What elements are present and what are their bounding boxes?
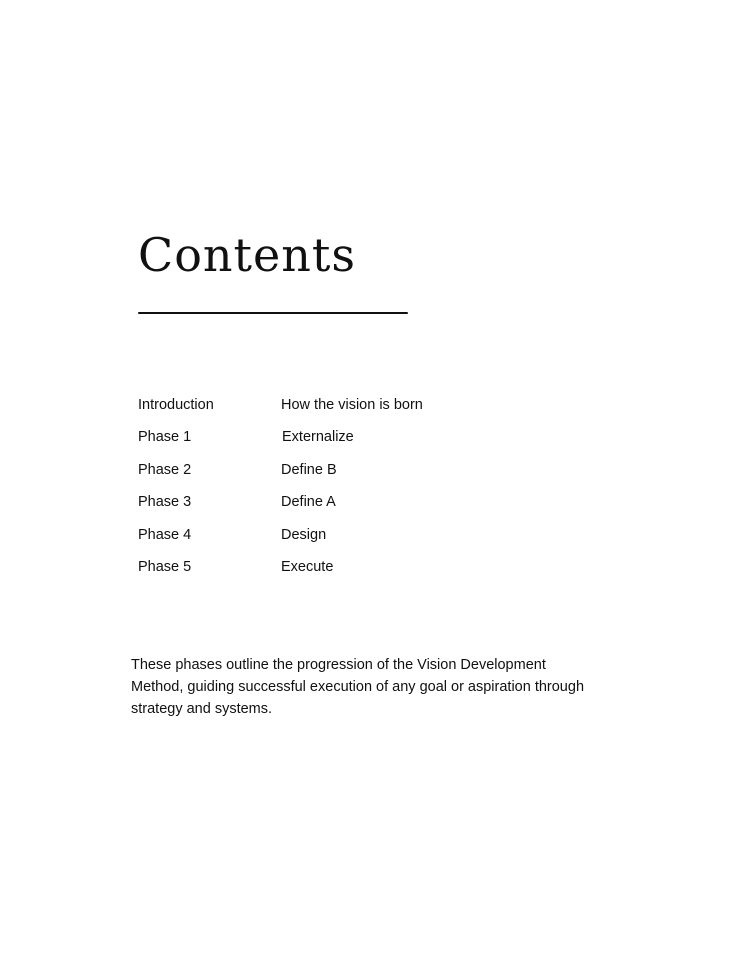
- toc-description: Define B: [281, 461, 337, 478]
- toc-description: Execute: [281, 558, 334, 575]
- toc-label: Phase 4: [138, 526, 192, 543]
- page-title: Contents: [138, 228, 356, 282]
- toc-row-introduction: [138, 395, 498, 427]
- toc-row-phase-1: [138, 427, 498, 459]
- summary-paragraph: These phases outline the progression of the Vision Development Method, guiding successful execution of any goal or aspiration through strategy and systems.: [131, 657, 585, 717]
- toc-description: Define A: [281, 494, 336, 511]
- toc-label: Phase 1: [138, 429, 192, 446]
- toc-description: Externalize: [282, 429, 354, 446]
- toc-row-phase-3: [138, 492, 498, 524]
- toc-label: Introduction: [138, 397, 214, 413]
- toc-description: How the vision is born: [281, 397, 423, 413]
- toc-row-phase-5: [138, 557, 498, 589]
- table-of-contents: [138, 395, 498, 589]
- title-underline: [138, 312, 408, 314]
- toc-description: Design: [281, 526, 327, 543]
- toc-label: Phase 5: [138, 558, 192, 575]
- toc-label: Phase 3: [138, 494, 192, 511]
- toc-label: Phase 2: [138, 461, 192, 478]
- toc-row-phase-4: [138, 525, 498, 557]
- toc-row-phase-2: [138, 460, 498, 492]
